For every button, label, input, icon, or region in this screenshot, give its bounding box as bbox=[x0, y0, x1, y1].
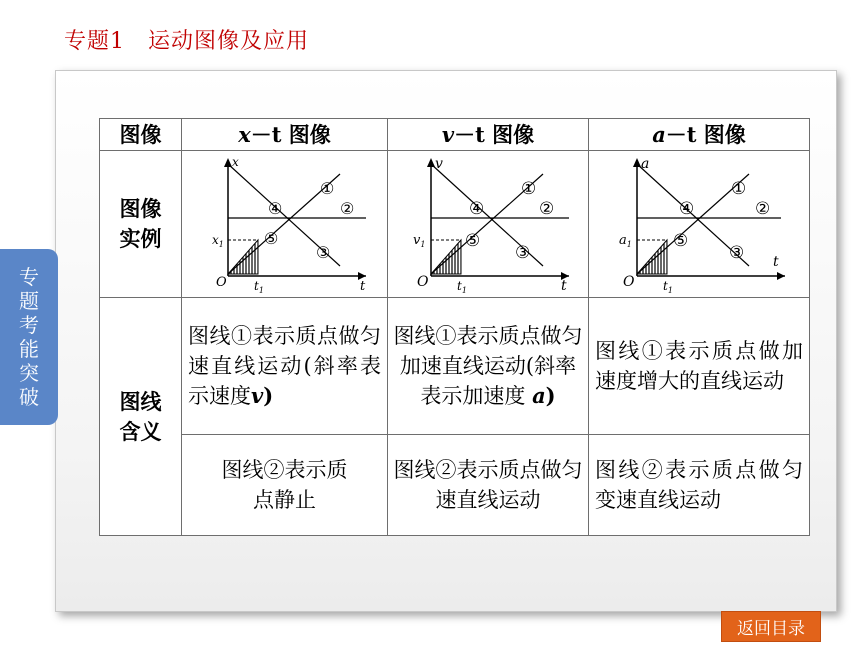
example-label-line2: 实例 bbox=[119, 226, 162, 251]
side-tab-char: 破 bbox=[19, 385, 39, 409]
side-tab-char: 突 bbox=[19, 361, 39, 385]
side-tab-char: 题 bbox=[19, 289, 39, 313]
at-mark-2: ② bbox=[755, 199, 771, 219]
side-tab-topic-breakthrough[interactable] bbox=[0, 249, 58, 425]
xt-meaning-2: 图线②表示质点静止 bbox=[182, 435, 388, 536]
meaning-label-line1: 图线 bbox=[119, 388, 162, 414]
meaning-label-line2: 含义 bbox=[119, 418, 162, 444]
at-mark-4: ④ bbox=[679, 199, 695, 219]
page-title: 专题1 运动图像及应用 bbox=[64, 29, 309, 54]
at-shaded-area bbox=[637, 240, 667, 274]
header-graph: 图像 bbox=[100, 119, 182, 151]
at-mark-5: ⑤ bbox=[673, 231, 689, 251]
table-header-row bbox=[100, 119, 810, 151]
at-level-label: $a_1$ bbox=[619, 233, 632, 249]
vt-level-label: $v_1$ bbox=[413, 233, 426, 249]
xt-graph bbox=[200, 154, 370, 294]
vt-meaning-1 bbox=[388, 298, 589, 435]
side-tab-char: 专 bbox=[19, 265, 39, 289]
at-time-label: $t_1$ bbox=[663, 279, 673, 294]
header-at-var: a bbox=[652, 121, 666, 147]
at-yaxis-label: a bbox=[641, 156, 650, 172]
xt-time-label: $t_1$ bbox=[253, 279, 264, 294]
vt-time-label: $t_1$ bbox=[457, 279, 467, 294]
vt-taxis-label: t bbox=[561, 278, 567, 294]
xt-mark-2: ② bbox=[339, 199, 354, 218]
at-origin-label: O bbox=[623, 274, 635, 290]
vt-mark-2: ② bbox=[539, 199, 555, 219]
example-label-line1: 图像 bbox=[119, 196, 162, 221]
header-xt-var: x bbox=[238, 121, 251, 147]
header-at-rest: －t 图像 bbox=[665, 121, 746, 147]
xt-mark-5: ⑤ bbox=[263, 229, 278, 248]
at-graph bbox=[609, 154, 789, 294]
vt-y-arrow bbox=[427, 158, 435, 167]
xt-origin-label: O bbox=[215, 275, 227, 290]
vt-graph bbox=[403, 154, 573, 294]
xt-meaning-1 bbox=[182, 298, 388, 435]
xt-mark-3: ③ bbox=[315, 243, 330, 262]
xt-yaxis-label: x bbox=[231, 155, 239, 169]
vt-mark-5: ⑤ bbox=[465, 231, 481, 251]
vt-meaning-1-text: 图线①表示质点做匀加速直线运动(斜率表示加速度 bbox=[393, 324, 583, 408]
side-tab-char: 能 bbox=[19, 337, 39, 361]
meaning-row-2 bbox=[100, 435, 810, 536]
xt-meaning-1-var: v bbox=[251, 383, 264, 408]
vt-meaning-2: 图线②表示质点做匀速直线运动 bbox=[388, 435, 589, 536]
vt-origin-label: O bbox=[417, 274, 429, 290]
header-vt-rest: －t 图像 bbox=[454, 121, 535, 147]
xt-mark-1: ① bbox=[319, 179, 334, 198]
back-to-contents-button[interactable]: 返回目录 bbox=[721, 611, 821, 642]
at-taxis-label: t bbox=[773, 254, 779, 270]
vt-graph-cell bbox=[388, 151, 589, 298]
vt-mark-4: ④ bbox=[469, 199, 485, 219]
at-y-arrow bbox=[633, 158, 641, 167]
at-meaning-1: 图线①表示质点做加速度增大的直线运动 bbox=[589, 298, 810, 435]
vt-shaded-area bbox=[431, 240, 461, 274]
xt-level-label: $x_1$ bbox=[211, 233, 224, 249]
at-mark-3: ③ bbox=[729, 243, 745, 263]
vt-meaning-1-var: a bbox=[532, 383, 546, 408]
header-xt bbox=[182, 119, 388, 151]
meaning-row-1 bbox=[100, 298, 810, 435]
header-vt-var: v bbox=[441, 121, 455, 147]
at-graph-cell bbox=[589, 151, 810, 298]
xt-graph-cell bbox=[182, 151, 388, 298]
motion-graph-table bbox=[99, 118, 810, 536]
xt-taxis-label: t bbox=[359, 279, 365, 294]
header-vt bbox=[388, 119, 589, 151]
meaning-label bbox=[100, 298, 182, 536]
header-xt-rest: －t 图像 bbox=[250, 121, 331, 147]
vt-mark-1: ① bbox=[521, 179, 537, 199]
xt-mark-4: ④ bbox=[267, 199, 282, 218]
at-t-arrow bbox=[777, 272, 785, 280]
vt-yaxis-label: v bbox=[435, 156, 443, 172]
header-at bbox=[589, 119, 810, 151]
vt-meaning-1-close: ) bbox=[545, 383, 556, 408]
xt-y-arrow bbox=[224, 158, 232, 167]
example-label bbox=[100, 151, 182, 298]
xt-meaning-1-text: 图线①表示质点做匀速直线运动(斜率表示速度 bbox=[188, 324, 381, 408]
at-mark-1: ① bbox=[731, 179, 747, 199]
side-tab-char: 考 bbox=[19, 313, 39, 337]
xt-meaning-1-close: ) bbox=[263, 383, 274, 408]
example-row bbox=[100, 151, 810, 298]
at-meaning-2: 图线②表示质点做匀变速直线运动 bbox=[589, 435, 810, 536]
xt-shaded-area bbox=[228, 240, 258, 274]
vt-mark-3: ③ bbox=[515, 243, 531, 263]
